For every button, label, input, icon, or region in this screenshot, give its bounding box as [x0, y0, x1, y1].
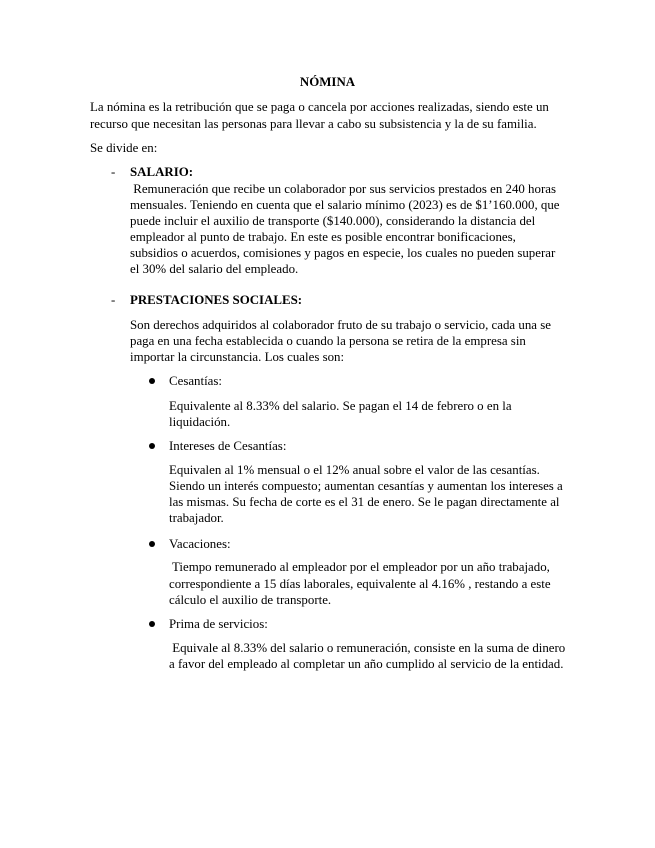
intro-paragraph [90, 99, 549, 133]
bullet-icon [149, 541, 155, 547]
paragraph-line: Equivalen al 1% mensual o el 12% anual sobre el valor de las cesantías. [169, 463, 540, 477]
paragraph-line: La nómina es la retribución que se paga o cancela por acciones realizadas, siendo este un [90, 100, 549, 114]
paragraph-line: Tiempo remunerado al empleador por el empleador por un año trabajado, [169, 560, 550, 574]
section-title: SALARIO: [130, 165, 194, 179]
salario-paragraph [130, 181, 560, 277]
bullet-item-description [169, 559, 551, 609]
bullet-item-description [169, 398, 512, 430]
bullet-item-description [169, 462, 563, 526]
paragraph-line: paga en una fecha establecida o cuando la persona se retira de la empresa sin [130, 334, 526, 348]
paragraph-line: liquidación. [169, 415, 231, 429]
bullet-item-cesantias [149, 373, 222, 389]
paragraph-line: cálculo el auxilio de transporte. [169, 593, 332, 607]
paragraph-line: trabajador. [169, 511, 224, 525]
bullet-item-title: Cesantías: [169, 374, 222, 388]
paragraph-line: el 30% del salario del empleado. [130, 262, 299, 276]
section-heading-prestaciones [111, 292, 302, 308]
divide-label: Se divide en: [90, 141, 158, 155]
paragraph-line: importar la circunstancia. Los cuales son: [130, 350, 345, 364]
prestaciones-paragraph [130, 317, 551, 365]
bullet-item-title: Vacaciones: [169, 537, 231, 551]
bullet-icon [149, 621, 155, 627]
bullet-icon [149, 378, 155, 384]
paragraph-line: Son derechos adquiridos al colaborador fruto de su trabajo o servicio, cada una se [130, 318, 551, 332]
list-marker: - [111, 165, 116, 179]
paragraph-line: Remuneración que recibe un colaborador por sus servicios prestados en 240 horas [130, 182, 556, 196]
paragraph-line: Equivalente al 8.33% del salario. Se pagan el 14 de febrero o en la [169, 399, 512, 413]
list-marker: - [111, 293, 116, 307]
paragraph-line: a favor del empleado al completar un año cumplido al servicio de la entidad. [169, 657, 564, 671]
section-title: PRESTACIONES SOCIALES: [130, 293, 303, 307]
bullet-icon [149, 443, 155, 449]
paragraph-line: mensuales. Teniendo en cuenta que el salario mínimo (2023) es de $1’160.000, que [130, 198, 560, 212]
document-title: NÓMINA [299, 75, 356, 89]
paragraph-line: Equivale al 8.33% del salario o remuneración, consiste en la suma de dinero [169, 641, 566, 655]
bullet-item-title: Prima de servicios: [169, 617, 268, 631]
paragraph-line: puede incluir el auxilio de transporte ($140.000), considerando la distancia del [130, 214, 536, 228]
paragraph-line: recurso que necesitan las personas para llevar a cabo su subsistencia y la de su familia. [90, 117, 537, 131]
paragraph-line: correspondiente a 15 días laborales, equivalente al 4.16% , restando a este [169, 576, 551, 591]
bullet-item-prima-servicios [149, 616, 268, 632]
section-heading-salario [111, 164, 193, 180]
paragraph-line: empleador al punto de trabajo. En este es posible encontrar bonificaciones, [130, 230, 516, 244]
paragraph-line: las mismas. Su fecha de corte es el 31 de enero. Se le pagan directamente al [169, 495, 560, 509]
paragraph-line: Siendo un interés compuesto; aumentan cesantías y aumentan los intereses a [169, 479, 563, 493]
bullet-item-vacaciones [149, 536, 231, 552]
bullet-item-title: Intereses de Cesantías: [169, 439, 287, 453]
paragraph-line: subsidios o acuerdos, comisiones y pagos en especie, los cuales no pueden superar [130, 246, 556, 260]
bullet-item-intereses-cesantias [149, 438, 286, 454]
bullet-item-description [169, 640, 565, 672]
